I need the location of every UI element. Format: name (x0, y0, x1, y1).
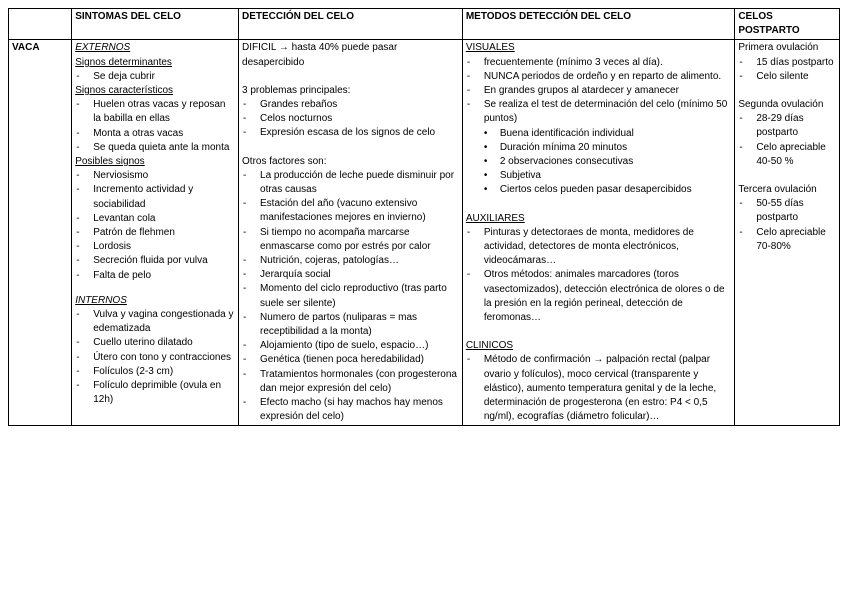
list-item: - Vulva y vagina congestionada y edematizada (75, 308, 235, 336)
estrus-table (8, 8, 840, 426)
list-item: - 15 días postparto (738, 56, 836, 70)
vaca-row (9, 40, 840, 426)
list-item: • Buena identificación individual (466, 127, 732, 141)
list-item: - 50-55 días postparto (738, 197, 836, 225)
caracteristicos-list (75, 98, 235, 155)
list-item: - Celos nocturnos (242, 112, 459, 126)
clinicos-heading: CLINICOS (465, 340, 514, 352)
internos-list (75, 308, 235, 407)
list-item: - Efecto macho (si hay machos hay menos expresión del celo) (242, 396, 459, 424)
list-item: - 28-29 días postparto (738, 112, 836, 140)
problemas-heading: 3 problemas principales: (242, 84, 351, 96)
problemas-list (242, 98, 459, 141)
list-item: - La producción de leche puede disminuir por otras causas (242, 169, 459, 197)
visuales-list (466, 56, 732, 127)
list-item: - Celo apreciable 70-80% (738, 226, 836, 254)
sintomas-cell (72, 40, 239, 426)
list-item: - Celo apreciable 40-50 % (738, 141, 836, 169)
list-item: - Útero con tono y contracciones (75, 351, 235, 365)
list-item: - Pinturas y detectoraes de monta, medidores de actividad, detectores de monta electrónicos, videocámaras… (466, 226, 732, 269)
list-item: - Cuello uterino dilatado (75, 336, 235, 350)
tercera-list (738, 197, 836, 254)
list-item: - Folículos (2-3 cm) (75, 365, 235, 379)
posibles-heading: Posibles signos (75, 156, 145, 168)
list-item: • Duración mínima 20 minutos (466, 141, 732, 155)
list-item: - Se deja cubrir (75, 70, 235, 84)
list-item: - Expresión escasa de los signos de celo (242, 126, 459, 140)
list-item: - Nutrición, cojeras, patologías… (242, 254, 459, 268)
header-metodos: METODOS DETECCIÓN DEL CELO (462, 9, 735, 40)
deteccion-cell (239, 40, 463, 426)
segunda-list (738, 112, 836, 169)
list-item: - Lordosis (75, 240, 235, 254)
determinantes-list (75, 70, 235, 84)
otros-list (242, 169, 459, 425)
segunda-heading: Segunda ovulación (738, 99, 824, 111)
caracteristicos-heading: Signos característicos (75, 85, 174, 97)
list-item: - Patrón de flehmen (75, 226, 235, 240)
primera-list (738, 56, 836, 84)
clinicos-list (466, 353, 732, 424)
auxiliares-list (466, 226, 732, 325)
header-row (9, 9, 840, 40)
tercera-heading: Tercera ovulación (738, 184, 817, 196)
list-item: - Folículo deprimible (ovula en 12h) (75, 379, 235, 407)
list-item: - Secreción fluida por vulva (75, 254, 235, 268)
list-item: - Otros métodos: animales marcadores (toros vasectomizados), detección electrónica de olores o de la presión en la región perineal, detección de feromonas… (466, 268, 732, 325)
list-item: - Jerarquía social (242, 268, 459, 282)
list-item: - Huelen otras vacas y reposan la babilla en ellas (75, 98, 235, 126)
primera-heading: Primera ovulación (738, 42, 819, 54)
list-item: - Nerviosismo (75, 169, 235, 183)
internos-heading: INTERNOS (75, 294, 127, 306)
otros-heading: Otros factores son: (242, 155, 327, 167)
list-item: - Falta de pelo (75, 269, 235, 283)
list-item: - Momento del ciclo reproductivo (tras parto suele ser silente) (242, 282, 459, 310)
list-item: - En grandes grupos al atardecer y amanecer (466, 84, 732, 98)
row-label: VACA (9, 40, 72, 426)
visuales-heading: VISUALES (465, 42, 515, 54)
list-item: - Tratamientos hormonales (con progesterona dan mejor expresión del celo) (242, 368, 459, 396)
list-item: - Monta a otras vacas (75, 127, 235, 141)
list-item: - Levantan cola (75, 212, 235, 226)
postparto-cell (735, 40, 840, 426)
list-item: - Estación del año (vacuno extensivo manifestaciones mejores en invierno) (242, 197, 459, 225)
deteccion-intro: DIFICIL → hasta 40% puede pasar desapercibido (242, 42, 398, 68)
list-item: - Numero de partos (nuliparas = mas receptibilidad a la monta) (242, 311, 459, 339)
metodos-cell (462, 40, 735, 426)
list-item: • Ciertos celos pueden pasar desapercibidos (466, 183, 732, 197)
list-item: • Subjetiva (466, 169, 732, 183)
list-item: - Genética (tienen poca heredabilidad) (242, 353, 459, 367)
list-item: - NUNCA periodos de ordeño y en reparto de alimento. (466, 70, 732, 84)
posibles-list (75, 169, 235, 283)
header-empty-cell (9, 9, 72, 40)
header-deteccion: DETECCIÓN DEL CELO (239, 9, 463, 40)
test-list (466, 127, 732, 198)
list-item: - Incremento actividad y sociabilidad (75, 183, 235, 211)
list-item: - Grandes rebaños (242, 98, 459, 112)
header-postparto: CELOS POSTPARTO (735, 9, 840, 40)
externos-heading: EXTERNOS (75, 42, 131, 54)
auxiliares-heading: AUXILIARES (465, 212, 525, 224)
list-item: - Si tiempo no acompaña marcarse enmascarse como por estrés por calor (242, 226, 459, 254)
header-sintomas: SINTOMAS DEL CELO (72, 9, 239, 40)
list-item: - Celo silente (738, 70, 836, 84)
list-item: • 2 observaciones consecutivas (466, 155, 732, 169)
list-item: - Se queda quieta ante la monta (75, 141, 235, 155)
determinantes-heading: Signos determinantes (75, 56, 172, 68)
list-item: - Método de confirmación → palpación rectal (palpar ovario y folículos), moco cervical (transparente y elástico), aumento temperatura genital y de la leche, determinación de progesterona (en estro: P4 < 0,5 ng/ml), ecografías (diámetro folicular)… (466, 353, 732, 424)
list-item: - frecuentemente (mínimo 3 veces al día). (466, 56, 732, 70)
list-item: - Se realiza el test de determinación del celo (mínimo 50 puntos) (466, 98, 732, 126)
list-item: - Alojamiento (tipo de suelo, espacio…) (242, 339, 459, 353)
